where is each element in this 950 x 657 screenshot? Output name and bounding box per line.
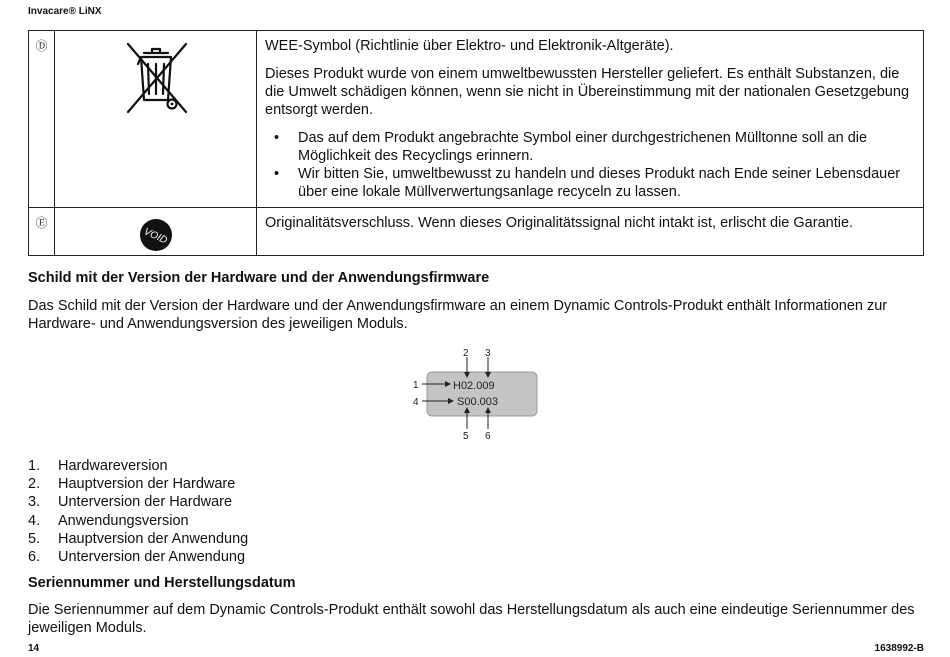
section-body-label: Das Schild mit der Version der Hardware und der Anwendungsfirmware an einem Dynamic Controls-Produkt enthält Informationen zur Hardware- und Anwendungsversion des jeweiligen Moduls. <box>28 298 888 332</box>
void-title: Originalitätsverschluss. Wenn dieses Originalitätssignal nicht intakt ist, erlischt die Garantie. <box>265 215 854 231</box>
list-item-text: Anwendungsversion <box>58 512 189 529</box>
list-item-number: 5. <box>28 530 41 547</box>
callout-6: 6 <box>485 431 491 442</box>
list-item-number: 2. <box>28 476 41 493</box>
row-label-d: Ⓓ <box>29 31 55 208</box>
weee-bullet-list <box>265 129 913 201</box>
callout-4: 4 <box>413 397 419 408</box>
application-version-text: S00.003 <box>457 396 498 408</box>
list-item <box>28 512 248 530</box>
void-icon-cell <box>55 208 257 256</box>
void-text-cell <box>257 208 924 256</box>
list-item-number: 6. <box>28 549 41 566</box>
callout-1: 1 <box>413 380 419 391</box>
list-item <box>28 457 248 475</box>
list-item-text: Unterversion der Anwendung <box>58 549 246 566</box>
symbols-table <box>28 30 924 256</box>
version-parts-list <box>28 457 248 566</box>
list-item-number: 4. <box>28 512 41 529</box>
void-seal-text: VOID <box>141 226 169 247</box>
callout-3: 3 <box>485 348 491 359</box>
void-seal-icon <box>136 215 176 255</box>
list-item: • Wir bitten Sie, umweltbewusst zu handeln und dieses Produkt nach Ende seiner Lebensdauer über eine lokale Müllverwertungsanlage recyceln zu lassen. <box>298 165 913 201</box>
list-item-number: 1. <box>28 458 41 474</box>
crossed-out-wheelie-bin-icon <box>116 38 196 118</box>
callout-2: 2 <box>463 348 469 359</box>
weee-title: WEE-Symbol (Richtlinie über Elektro- und Elektronik-Altgeräte). <box>265 38 674 54</box>
list-item <box>28 530 248 548</box>
hardware-version-text: H02.009 <box>453 380 495 392</box>
version-label-figure <box>410 345 560 445</box>
list-item-text: Hauptversion der Hardware <box>58 476 236 493</box>
callout-5: 5 <box>463 431 469 442</box>
header-brand: Invacare® LiNX <box>28 6 102 17</box>
section-body-serial: Die Seriennummer auf dem Dynamic Controls-Produkt enthält sowohl das Herstellungsdatum als auch eine eindeutige Seriennummer des jeweiligen Moduls. <box>28 602 915 636</box>
weee-text-cell <box>257 31 924 208</box>
list-item-text: Hardwareversion <box>58 458 168 474</box>
list-item-text: Unterversion der Hardware <box>58 494 233 511</box>
version-label-plate <box>427 372 537 416</box>
page-number: 14 <box>28 643 40 654</box>
list-item: • Das auf dem Produkt angebrachte Symbol einer durchgestrichenen Mülltonne soll an die Möglichkeit des Recyclings erinnern. <box>298 129 913 165</box>
list-item <box>28 548 248 566</box>
table-row-weee <box>29 31 924 208</box>
list-item-number: 3. <box>28 494 41 511</box>
section-heading-label: Schild mit der Version der Hardware und der Anwendungsfirmware <box>28 270 490 286</box>
table-row-void <box>29 208 924 256</box>
row-label-e: Ⓔ <box>29 208 55 256</box>
list-item-text: Hauptversion der Anwendung <box>58 530 249 547</box>
section-heading-serial: Seriennummer und Herstellungsdatum <box>28 575 296 591</box>
document-id: 1638992-B <box>874 643 924 654</box>
list-item <box>28 493 248 511</box>
weee-description: Dieses Produkt wurde von einem umweltbewussten Hersteller geliefert. Es enthält Substanzen, die die Umwelt schädigen können, wenn sie nicht in Übereinstimmung mit der nationalen Gesetzgebung entsorgt werden. <box>265 66 910 118</box>
list-item <box>28 475 248 493</box>
weee-icon-cell <box>55 31 257 208</box>
